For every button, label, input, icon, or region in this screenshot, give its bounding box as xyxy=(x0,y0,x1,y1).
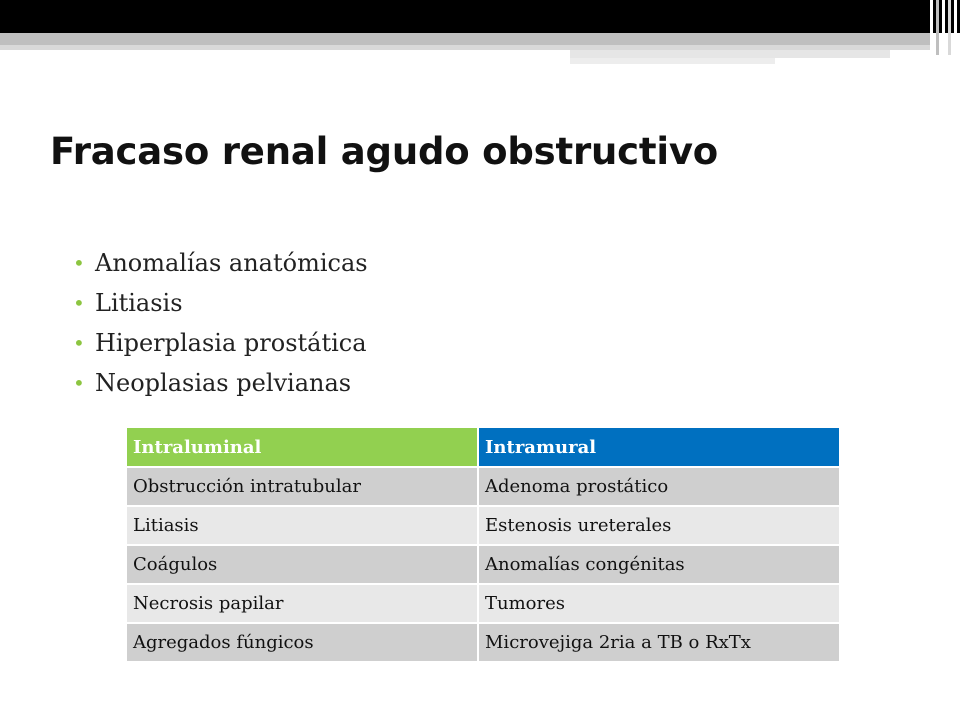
table-cell: Adenoma prostático xyxy=(478,467,840,506)
bullet-text: Neoplasias pelvianas xyxy=(95,369,352,397)
bullet-dot-icon: • xyxy=(73,331,85,355)
bullet-item xyxy=(73,325,368,365)
table-cell: Obstrucción intratubular xyxy=(126,467,478,506)
bullet-text: Anomalías anatómicas xyxy=(95,249,368,277)
corner-stripe xyxy=(948,0,951,55)
corner-stripe xyxy=(930,0,933,55)
table-header-row xyxy=(126,427,840,467)
table-cell: Anomalías congénitas xyxy=(478,545,840,584)
bullet-dot-icon: • xyxy=(73,371,85,395)
bullet-item xyxy=(73,245,368,285)
top-light-bar-short xyxy=(570,58,775,64)
slide-title: Fracaso renal agudo obstructivo xyxy=(50,130,718,173)
bullet-dot-icon: • xyxy=(73,251,85,275)
table-cell: Necrosis papilar xyxy=(126,584,478,623)
table-row xyxy=(126,467,840,506)
top-black-bar xyxy=(0,0,960,33)
bullet-dot-icon: • xyxy=(73,291,85,315)
corner-stripe xyxy=(936,0,939,55)
table-row xyxy=(126,623,840,662)
corner-stripe xyxy=(954,0,957,55)
table-cell: Agregados fúngicos xyxy=(126,623,478,662)
corner-stripe xyxy=(942,0,945,55)
top-light-bar xyxy=(570,50,890,58)
top-gray-bar xyxy=(0,33,930,45)
bullet-item xyxy=(73,285,368,325)
bullet-item xyxy=(73,365,368,405)
bullet-text: Litiasis xyxy=(95,289,183,317)
table-row xyxy=(126,545,840,584)
table-row xyxy=(126,506,840,545)
table-cell: Estenosis ureterales xyxy=(478,506,840,545)
table-cell: Microvejiga 2ria a TB o RxTx xyxy=(478,623,840,662)
obstruction-table xyxy=(125,426,841,663)
header-intramural: Intramural xyxy=(478,427,840,467)
header-intraluminal: Intraluminal xyxy=(126,427,478,467)
table-cell: Coágulos xyxy=(126,545,478,584)
table-row xyxy=(126,584,840,623)
table-cell: Tumores xyxy=(478,584,840,623)
table-cell: Litiasis xyxy=(126,506,478,545)
bullet-text: Hiperplasia prostática xyxy=(95,329,367,357)
bullet-list xyxy=(73,245,368,405)
